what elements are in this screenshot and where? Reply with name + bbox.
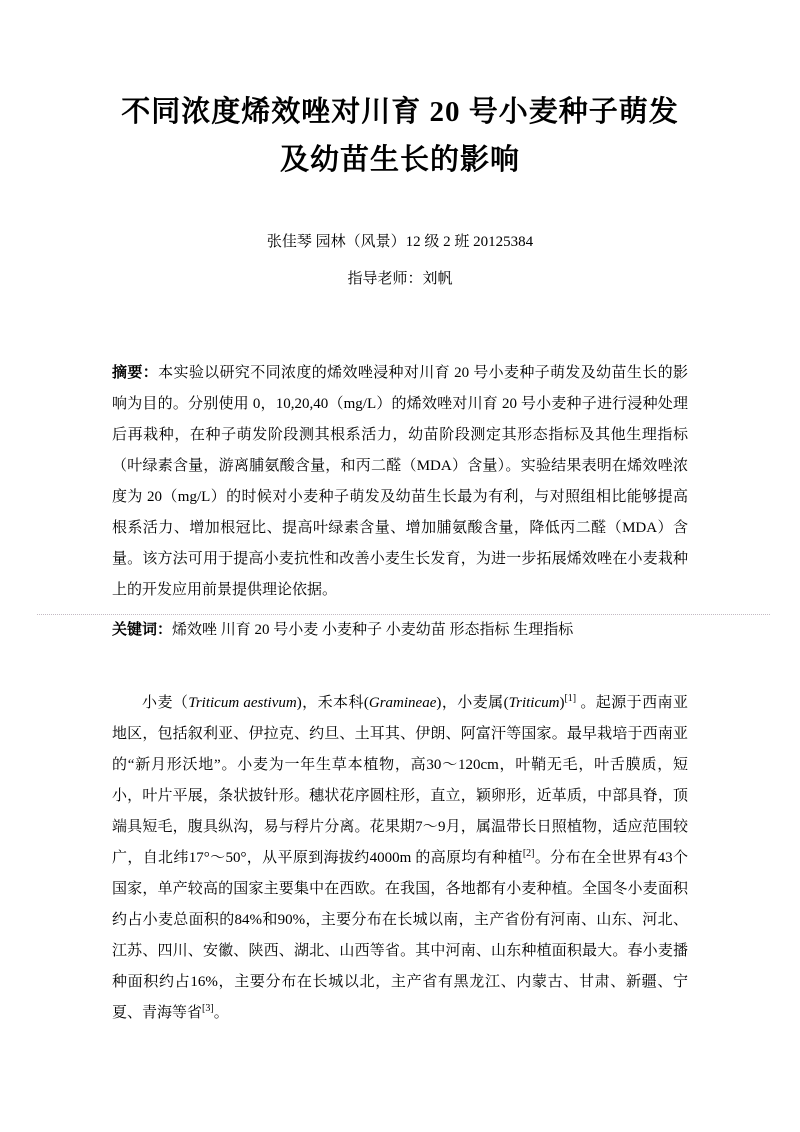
body-text-segment: 。分布在全世界有43个国家，单产较高的国家主要集中在西欧。在我国，各地都有小麦种植。全国冬小麦面积约占小麦总面积的84%和90%，主要分布在长城以南，主产省份有河南、山东、河北、江苏、四川、安徽、陕西、湖北、山西等省。其中河南、山东种植面积最大。春小麦播种面积约占16%，主要分布在长城以北，主产省有黑龙江、内蒙古、甘肃、新疆、宁夏、青海等省 — [112, 850, 688, 1021]
body-text-segment: [1] — [564, 693, 577, 704]
paper-title — [112, 88, 688, 184]
abstract-paragraph — [112, 358, 688, 606]
body-text-segment: 。起源于西南亚地区，包括叙利亚、伊拉克、约旦、土耳其、伊朗、阿富汗等国家。最早栽培于西南亚的“新月形沃地”。小麦为一年生草本植物，高30～120cm，叶鞘无毛，叶舌膜质，短小，叶片平展，条状披针形。穗状花序圆柱形，直立，颖卵形，近革质，中部具脊，顶端具短毛，腹具纵沟，易与稃片分离。花果期7～9月，属温带长日照植物，适应范围较广，自北纬17°～50°，从平原到海拔约4000m 的高原均有种植 — [112, 695, 688, 866]
abstract-text: 本实验以研究不同浓度的烯效唑浸种对川育 20 号小麦种子萌发及幼苗生长的影响为目的。分别使用 0，10,20,40（mg/L）的烯效唑对川育 20 号小麦种子进行浸种处理后再栽种，在种子萌发阶段测其根系活力，幼苗阶段测定其形态指标及其他生理指标（叶绿素含量，游离脯氨酸含量，和丙二醛（MDA）含量）。实验结果表明在烯效唑浓度为 20（mg/L）的时候对小麦种子萌发及幼苗生长最为有利，与对照组相比能够提高根系活力、增加根冠比、提高叶绿素含量、增加脯氨酸含量，降低丙二醛（MDA）含量。该方法可用于提高小麦抗性和改善小麦生长发育，为进一步拓展烯效唑在小麦栽种上的开发应用前景提供理论依据。 — [112, 365, 688, 598]
body-text-segment: )，禾本科( — [296, 695, 369, 711]
author-line: 张佳琴 园林（风景）12 级 2 班 20125384 — [266, 234, 534, 250]
abstract-label: 摘要： — [112, 365, 159, 381]
body-text-segment: [3] — [202, 1003, 214, 1014]
supervisor-line: 指导老师：刘帆 — [347, 271, 453, 287]
body-text-segment: ) — [559, 695, 565, 711]
body-text-segment: Gramineae — [368, 695, 437, 711]
body-text-segment: Triticum aestivum — [188, 695, 297, 711]
keywords-label: 关键词： — [112, 622, 173, 638]
paper-title-line-1: 不同浓度烯效唑对川育 20 号小麦种子萌发 — [121, 96, 679, 128]
keywords-text: 烯效唑 川育 20 号小麦 小麦种子 小麦幼苗 形态指标 生理指标 — [172, 622, 574, 638]
keywords-paragraph — [112, 618, 688, 642]
body-text-segment: )，小麦属( — [436, 695, 509, 711]
body-paragraph — [112, 688, 688, 1029]
body-text-segment: Triticum — [508, 695, 560, 711]
paper-title-line-2: 及幼苗生长的影响 — [279, 144, 520, 176]
dotted-divider — [37, 614, 770, 615]
body-text-segment: 。 — [213, 1005, 229, 1021]
body-text-segment: 小麦（ — [142, 695, 189, 711]
body-text-segment: [2] — [522, 848, 535, 859]
